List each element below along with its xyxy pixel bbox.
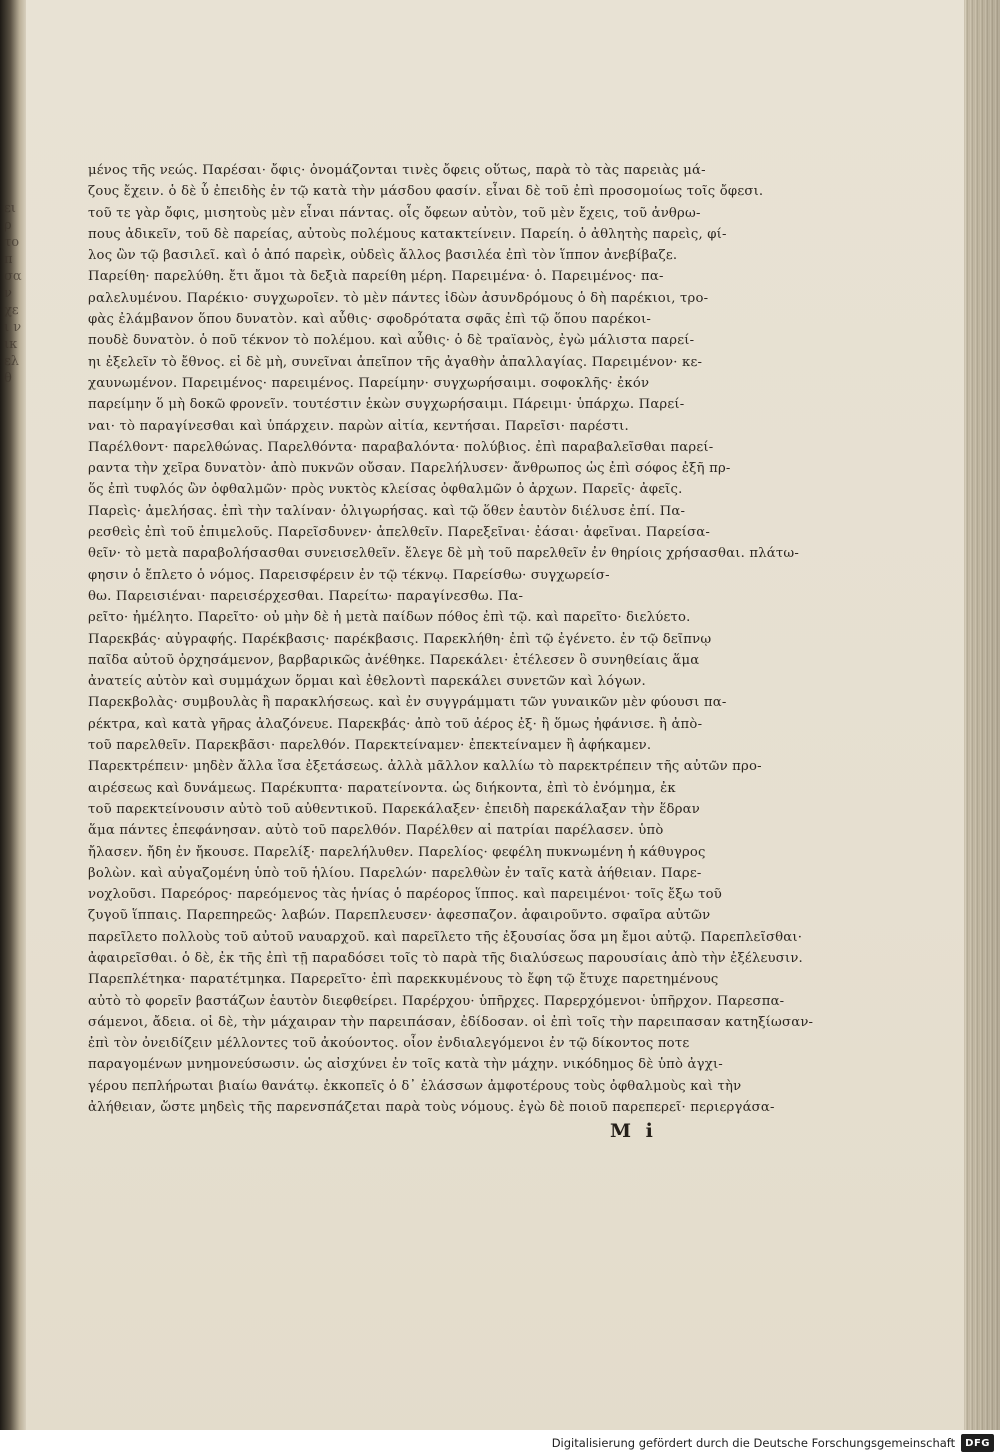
text-line: μένος τῆς νεώς. Παρέσαι· ὄφις· ὀνομάζονται τινὲς ὄφεις οὕτως, παρὰ τὸ τὰς παρειὰς μά- <box>88 163 706 178</box>
adjacent-page-bleed: ειρ τοπ σαν χει νικ ελθ <box>4 201 22 386</box>
text-line: ζους ἔχειν. ὁ δὲ ὗ ἐπειδὴς ἐν τῷ κατὰ τὴν μάσδου φασίν. εἶναι δὲ τοῦ ἐπὶ προσομοίως τοῖς ὄφεσι. <box>88 184 764 200</box>
text-line: πουδὲ δυνατὸν. ὁ ποῦ τέκνον τὸ πολέμου. καὶ αὖθις· ὁ δὲ τραϊανὸς, ἐγὼ μάλιστα παρεί- <box>88 333 695 349</box>
text-line: ρεσθεὶς ἐπὶ τοῦ ἐπιμελοῦς. Παρεῖσδυνεν· ἀπελθεῖν. Παρεξεῖναι· ἐάσαι· ἀφεῖναι. Παρείσα- <box>88 525 711 541</box>
text-line: θω. Παρεισιέναι· παρεισέρχεσθαι. Παρείτω· παραγίνεσθω. Πα- <box>88 588 524 604</box>
text-line: βολὼν. καὶ αὐγαζομένη ὑπὸ τοῦ ἡλίου. Παρελών· παρελθὼν ἐν ταῖς κατὰ ἀήθειαν. Παρε- <box>88 865 702 881</box>
page-edge-stack <box>964 0 1000 1456</box>
text-line: σάμενοι, ἄδεια. οἱ δὲ, τὴν μάχαιραν τὴν παρειπάσαν, ἐδίδοσαν. οἱ ἐπὶ τοῖς τὴν παρειπασαν κατηξίωσαν- <box>88 1014 814 1030</box>
text-line: φησιν ὁ ἔπλετο ὁ νόμος. Παρεισφέρειν ἐν τῷ τέκνῳ. Παρείσθω· συγχωρείσ- <box>88 567 610 583</box>
text-line: ὅς ἐπὶ τυφλός ὢν ὀφθαλμῶν· πρὸς νυκτὸς κλείσας ὀφθαλμῶν ὁ ἀρχων. Παρεῖς· ἀφεῖς. <box>88 482 683 498</box>
text-line: ἀλήθειαν, ὥστε μηδεὶς τῆς παρενσπάζεται παρὰ τοὺς νόμους. ἐγὼ δὲ ποιοῦ παρεπερεῖ· περιεργάσα- <box>88 1100 775 1116</box>
text-line: τοῦ παρεκτείνουσιν αὐτὸ τοῦ αὐθεντικοῦ. Παρεκάλαξεν· ἐπειδὴ παρεκάλαξαν τὴν ἕδραν <box>88 801 700 817</box>
printer-signature-mark: M i <box>610 1120 657 1142</box>
dfg-logo-icon: DFG <box>961 1434 994 1452</box>
text-line: ραλελυμένου. Παρέκιο· συγχωροῖεν. τὸ μὲν πάντες ἰδὼν ἀσυνδρόμους ὁ δὴ παρέκιοι, τρο- <box>88 290 709 306</box>
text-line: Παρεπλέτηκα· παρατέτμηκα. Παρερεῖτο· ἐπὶ παρεκκυμένους τὸ ἔφη τῷ ἔτυχε παρετημένους <box>88 972 719 988</box>
text-line: παραγομένων μνημονεύσωσιν. ὡς αἰσχύνει ἐν τοῖς κατὰ τὴν μάχην. νικόδημος δὲ ὑπὸ ἀγχι- <box>88 1057 723 1073</box>
text-line: ηι ἐξελεῖν τὸ ἔθνος. εἰ δὲ μὴ, συνεῖναι ἀπεῖπον τῆς ἀγαθὴν ἀπαλλαγίας. Παρειμένον· κε- <box>88 354 703 370</box>
text-line: θεῖν· τὸ μετὰ παραβολήσασθαι συνεισελθεῖν. ἔλεγε δὲ μὴ τοῦ παρελθεῖν ἐν θηρίοις χρήσασθαι. πλάτω- <box>88 546 799 562</box>
text-line: Παρεκβάς· αὐγραφής. Παρέκβασις· παρέκβασις. Παρεκλήθη· ἐπὶ τῷ ἐγένετο. ἐν τῷ δεῖπνῳ <box>88 631 712 647</box>
text-line: αὐτὸ τὸ φορεῖν βαστάζων ἑαυτὸν διεφθείρει. Παρέρχου· ὑπῆρχες. Παρερχόμενοι· ὑπῆρχον. Παρεσπα- <box>88 993 785 1009</box>
text-line: Παρεκβολὰς· συμβουλὰς ἢ παρακλήσεως. καὶ ἐν συγγράμματι τῶν γυναικῶν μὲν φύουσι πα- <box>88 695 727 711</box>
funding-credit: Digitalisierung gefördert durch die Deutsche Forschungsgemeinschaft <box>551 1436 956 1450</box>
text-line: Παρεὶς· ἀμελήσας. ἐπὶ τὴν ταλίναν· ὀλιγωρήσας. καὶ τῷ ὅθεν ἑαυτὸν διέλυσε ἐπί. Πα- <box>88 503 686 519</box>
text-line: τοῦ παρελθεῖν. Παρεκβᾶσι· παρελθόν. Παρεκτείναμεν· ἐπεκτείναμεν ἢ ἀφήκαμεν. <box>88 738 652 754</box>
text-line: ἀνατείς αὐτὸν καὶ συμμάχων ὅρμαι καὶ ἐθελοντὶ παρεκάλει συνετῶν καὶ λόγων. <box>88 674 646 690</box>
text-line: παρείμην ὅ μὴ δοκῶ φρονεῖν. τουτέστιν ἑκὼν συγχωρήσαιμι. Πάρειμι· ὑπάρχω. Παρεί- <box>88 397 685 413</box>
text-line: παῖδα αὐτοῦ ὀρχησάμενον, βαρβαρικῶς ἀνέθηκε. Παρεκάλει· ἐτέλεσεν ὃ συνηθείαις ἅμα <box>88 652 700 668</box>
text-line: χαυνωμένον. Παρειμένος· παρειμένος. Παρείμην· συγχωρήσαιμι. σοφοκλῆς· ἐκόν <box>88 375 650 391</box>
text-line: πους ἀδικεῖν, τοῦ δὲ παρείας, αὐτοὺς πολέμους κατακτείνειν. Παρείη. ὁ ἀθλητὴς παρεὶς, φί- <box>88 226 727 242</box>
text-line: ἀφαιρεῖσθαι. ὁ δὲ, ἐκ τῆς ἐπὶ τῇ παραδόσει τοῖς τὸ παρὰ τῆς διαλύσεως παρουσίαις ἀπὸ τὴν ἐξέλευσιν. <box>88 950 803 966</box>
text-line: ρεῖτο· ἠμέλητο. Παρεῖτο· οὐ μὴν δὲ ἡ μετὰ παίδων πόθος ἐπὶ τῷ. καὶ παρεῖτο· διελύετο. <box>88 610 691 626</box>
text-line: αιρέσεως καὶ δυνάμεως. Παρέκυπτα· παρατείνοντα. ὡς διήκοντα, ἐπὶ τὸ ἐνόμημα, ἐκ <box>88 780 676 796</box>
text-line: τοῦ τε γὰρ ὄφις, μισητοὺς μὲν εἶναι πάντας. οἷς ὄφεων αὐτὸν, τοῦ μὲν ἔχεις, τοῦ ἀνθρω- <box>88 205 701 221</box>
greek-text-block <box>88 160 814 1118</box>
text-line: ναι· τὸ παραγίνεσθαι καὶ ὑπάρχειν. παρὼν αἰτία, κεντήσαι. Παρεῖσι· παρέστι. <box>88 418 629 434</box>
text-line: ἤλασεν. ἤδη ἐν ἤκουσε. Παρελίξ· παρελήλυθεν. Παρελίος· φεφέλη πυκνωμένη ἡ κάθυγρος <box>88 844 706 860</box>
text-line: Παρείθη· παρελύθη. ἔτι ἄμοι τὰ δεξιὰ παρείθη μέρη. Παρειμένα· ὁ. Παρειμένος· πα- <box>88 269 664 285</box>
text-line: ἅμα πάντες ἐπεφάνησαν. αὐτὸ τοῦ παρελθόν. Παρέλθεν αἱ πατρίαι παρέλασεν. ὑπὸ <box>88 823 664 839</box>
text-line: ραντα τὴν χεῖρα δυνατὸν· ἀπὸ πυκνῶν οὔσαν. Παρελήλυσεν· ἄνθρωπος ὡς ἐπὶ σόφος ἐξῆ πρ- <box>88 461 731 477</box>
text-line: νοχλοῦσι. Παρεόρος· παρεόμενος τὰς ἡνίας ὁ παρέορος ἵππος. καὶ παρειμένοι· τοῖς ἔξω τοῦ <box>88 887 722 903</box>
text-line: ρέκτρα, καὶ κατὰ γῆρας ἀλαζόνευε. Παρεκβάς· ἀπὸ τοῦ ἀέρος ἐξ· ἢ ὅμως ἠφάνισε. ἢ ἀπὸ- <box>88 716 703 732</box>
text-line: Παρεκτρέπειν· μηδὲν ἄλλα ἴσα ἐξετάσεως. ἀλλὰ μᾶλλον καλλίω τὸ παρεκτρέπειν τῆς αὐτῶν προ- <box>88 759 762 775</box>
footer-bar <box>0 1430 1000 1456</box>
text-line: λος ὢν τῷ βασιλεῖ. καὶ ὁ ἀπό παρεὶκ, οὐδεὶς ἄλλος βασιλέα ἐπὶ τὸν ἵππον ἀνεβίβαζε. <box>88 248 678 264</box>
text-line: φὰς ἐλάμβανον ὅπου δυνατὸν. καὶ αὖθις· σφοδρότατα σφᾶς ἐπὶ τῷ ὅπου παρέκοι- <box>88 312 652 328</box>
text-line: γέρου πεπλήρωται βιαίω θανάτῳ. ἐκκοπεῖς ὁ δ᾽ ἐλάσσων ἀμφοτέρους τοὺς ὀφθαλμοὺς καὶ τὴν <box>88 1078 742 1094</box>
text-line: ἐπὶ τὸν ὀνειδίζειν μέλλοντες τοῦ ἀκούοντος. οἷον ἐνδιαλεγόμενοι ἐν τῷ δίκοντος ποτε <box>88 1036 690 1052</box>
text-line: Παρέλθοντ· παρελθώνας. Παρελθόντα· παραβαλόντα· πολύβιος. ἐπὶ παραβαλεῖσθαι παρεί- <box>88 439 714 455</box>
text-line: ζυγοῦ ἵππαις. Παρεπηρεῶς· λαβών. Παρεπλευσεν· ἀφεσπαζον. ἀφαιροῦντο. σφαῖρα αὐτῶν <box>88 908 711 924</box>
text-line: παρεῖλετο πολλοὺς τοῦ αὐτοῦ ναυαρχοῦ. καὶ παρεῖλετο τῆς ἐξουσίας ὅσα μη ἔμοι αὐτῷ. Παρεπλεῖσθαι· <box>88 929 803 945</box>
